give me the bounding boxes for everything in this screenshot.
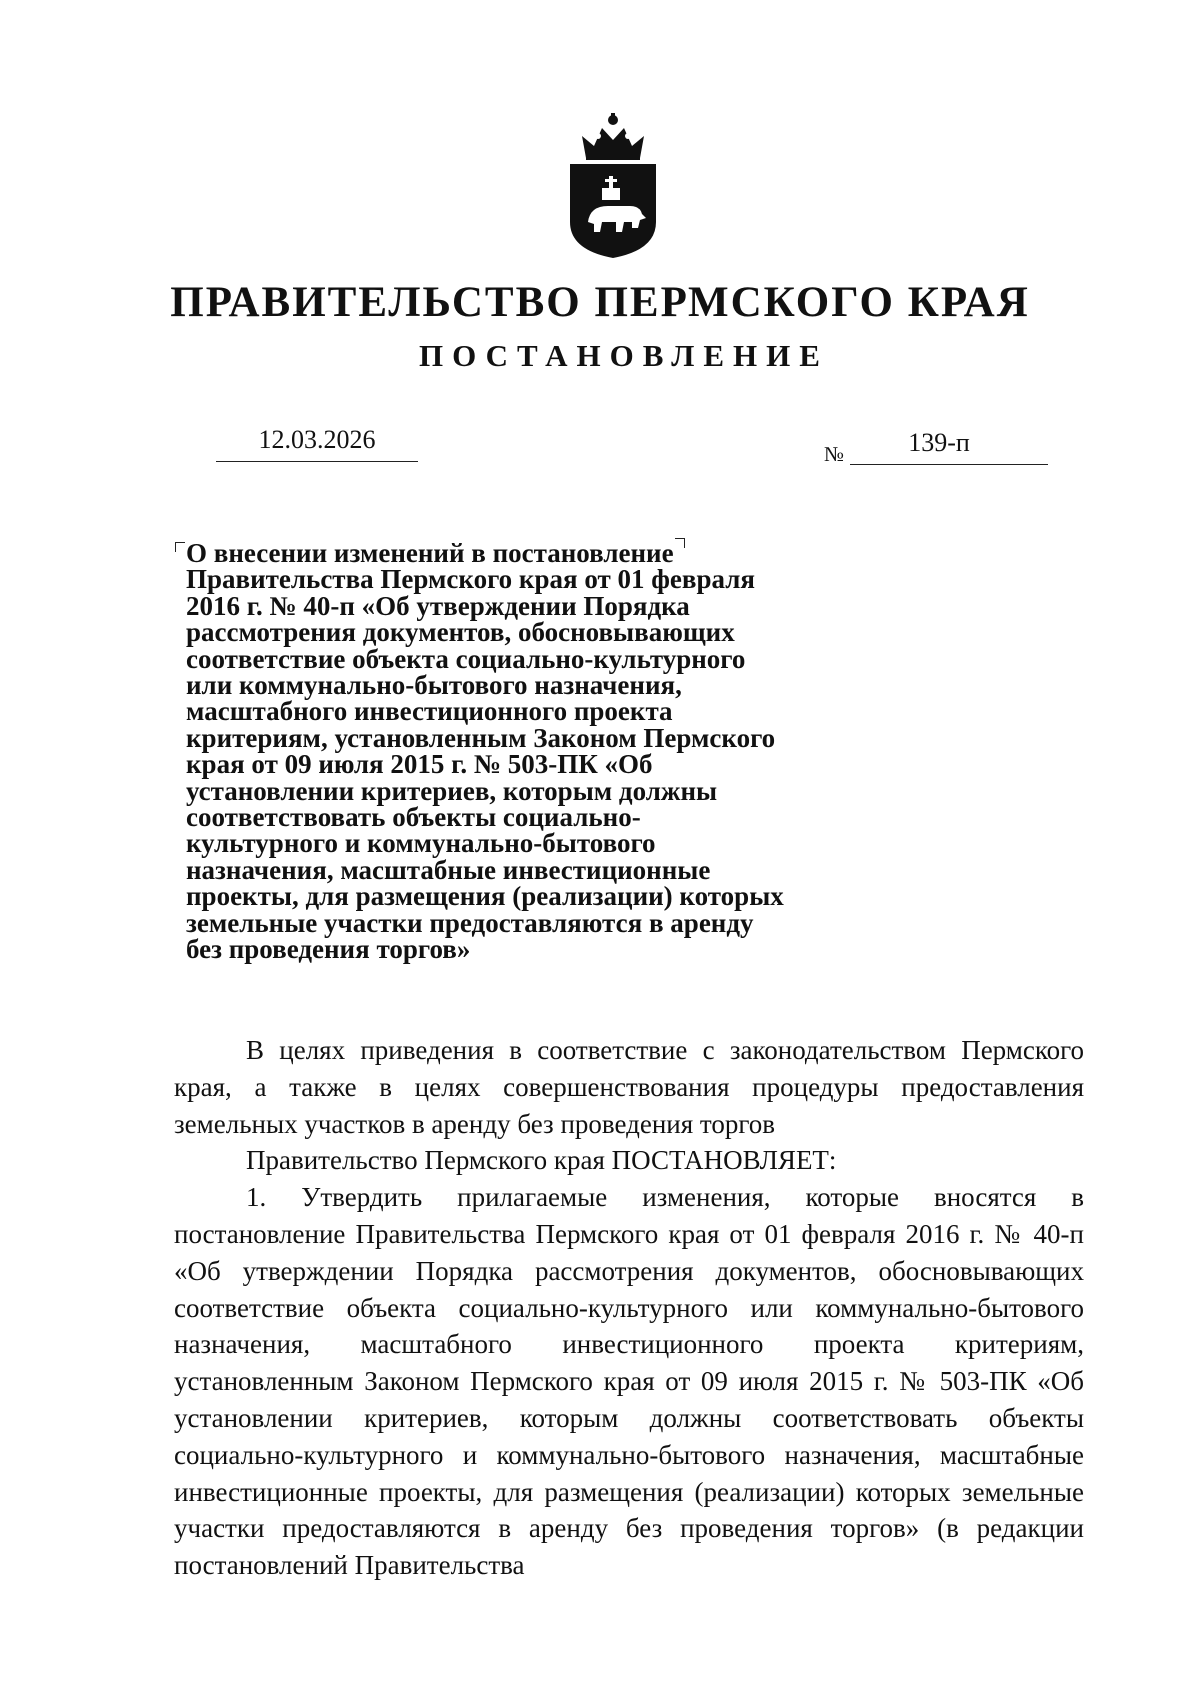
document-heading: О внесении изменений в постановление Правительства Пермского края от 01 февраля 2016 г. № 40-п «Об утверждении Порядка рассмотрения документов, обосновывающих соответствие объекта социально-культурного или коммунально-бытового назначения, масштабного инвестиционного проекта критериям, установленным Законом Пермского края от 09 июля 2015 г. № 503-ПК «Об установлении критериев, которым должны соответствовать объекты социально-культурного и коммунально-бытового назначения, масштабные инвестиционные проекты, для размещения (реализации) которых земельные участки предоставляются в аренду без проведения торгов»: [186, 538, 784, 965]
document-number: 139-п: [850, 428, 1048, 465]
government-name: ПРАВИТЕЛЬСТВО ПЕРМСКОГО КРАЯ: [170, 279, 1030, 326]
document-body: [174, 1032, 1084, 1584]
perm-krai-coat-of-arms-icon: [568, 110, 658, 260]
heading-corner-mark-left: [175, 542, 185, 552]
document-date: 12.03.2026: [216, 425, 418, 462]
preamble-paragraph: В целях приведения в соответствие с законодательством Пермского края, а также в целях совершенствования процедуры предоставления земельных участков в аренду без проведения торгов: [174, 1035, 1084, 1139]
item-1-paragraph: 1. Утвердить прилагаемые изменения, которые вносятся в постановление Правительства Пермского края от 01 февраля 2016 г. № 40-п «Об утверждении Порядка рассмотрения документов, обосновывающих соответствие объекта социально-культурного или коммунально-бытового назначения, масштабного инвестиционного проекта критериям, установленным Законом Пермского края от 09 июля 2015 г. № 503-ПК «Об установлении критериев, которым должны соответствовать объекты социально-культурного и коммунально-бытового назначения, масштабные инвестиционные проекты, для размещения (реализации) которых земельные участки предоставляются в аренду без проведения торгов» (в редакции постановлений Правительства: [174, 1182, 1084, 1581]
resolution-paragraph: Правительство Пермского края ПОСТАНОВЛЯЕТ:: [246, 1145, 837, 1176]
document-type: ПОСТАНОВЛЕНИЕ: [419, 338, 829, 373]
document-number-label: №: [824, 442, 845, 466]
